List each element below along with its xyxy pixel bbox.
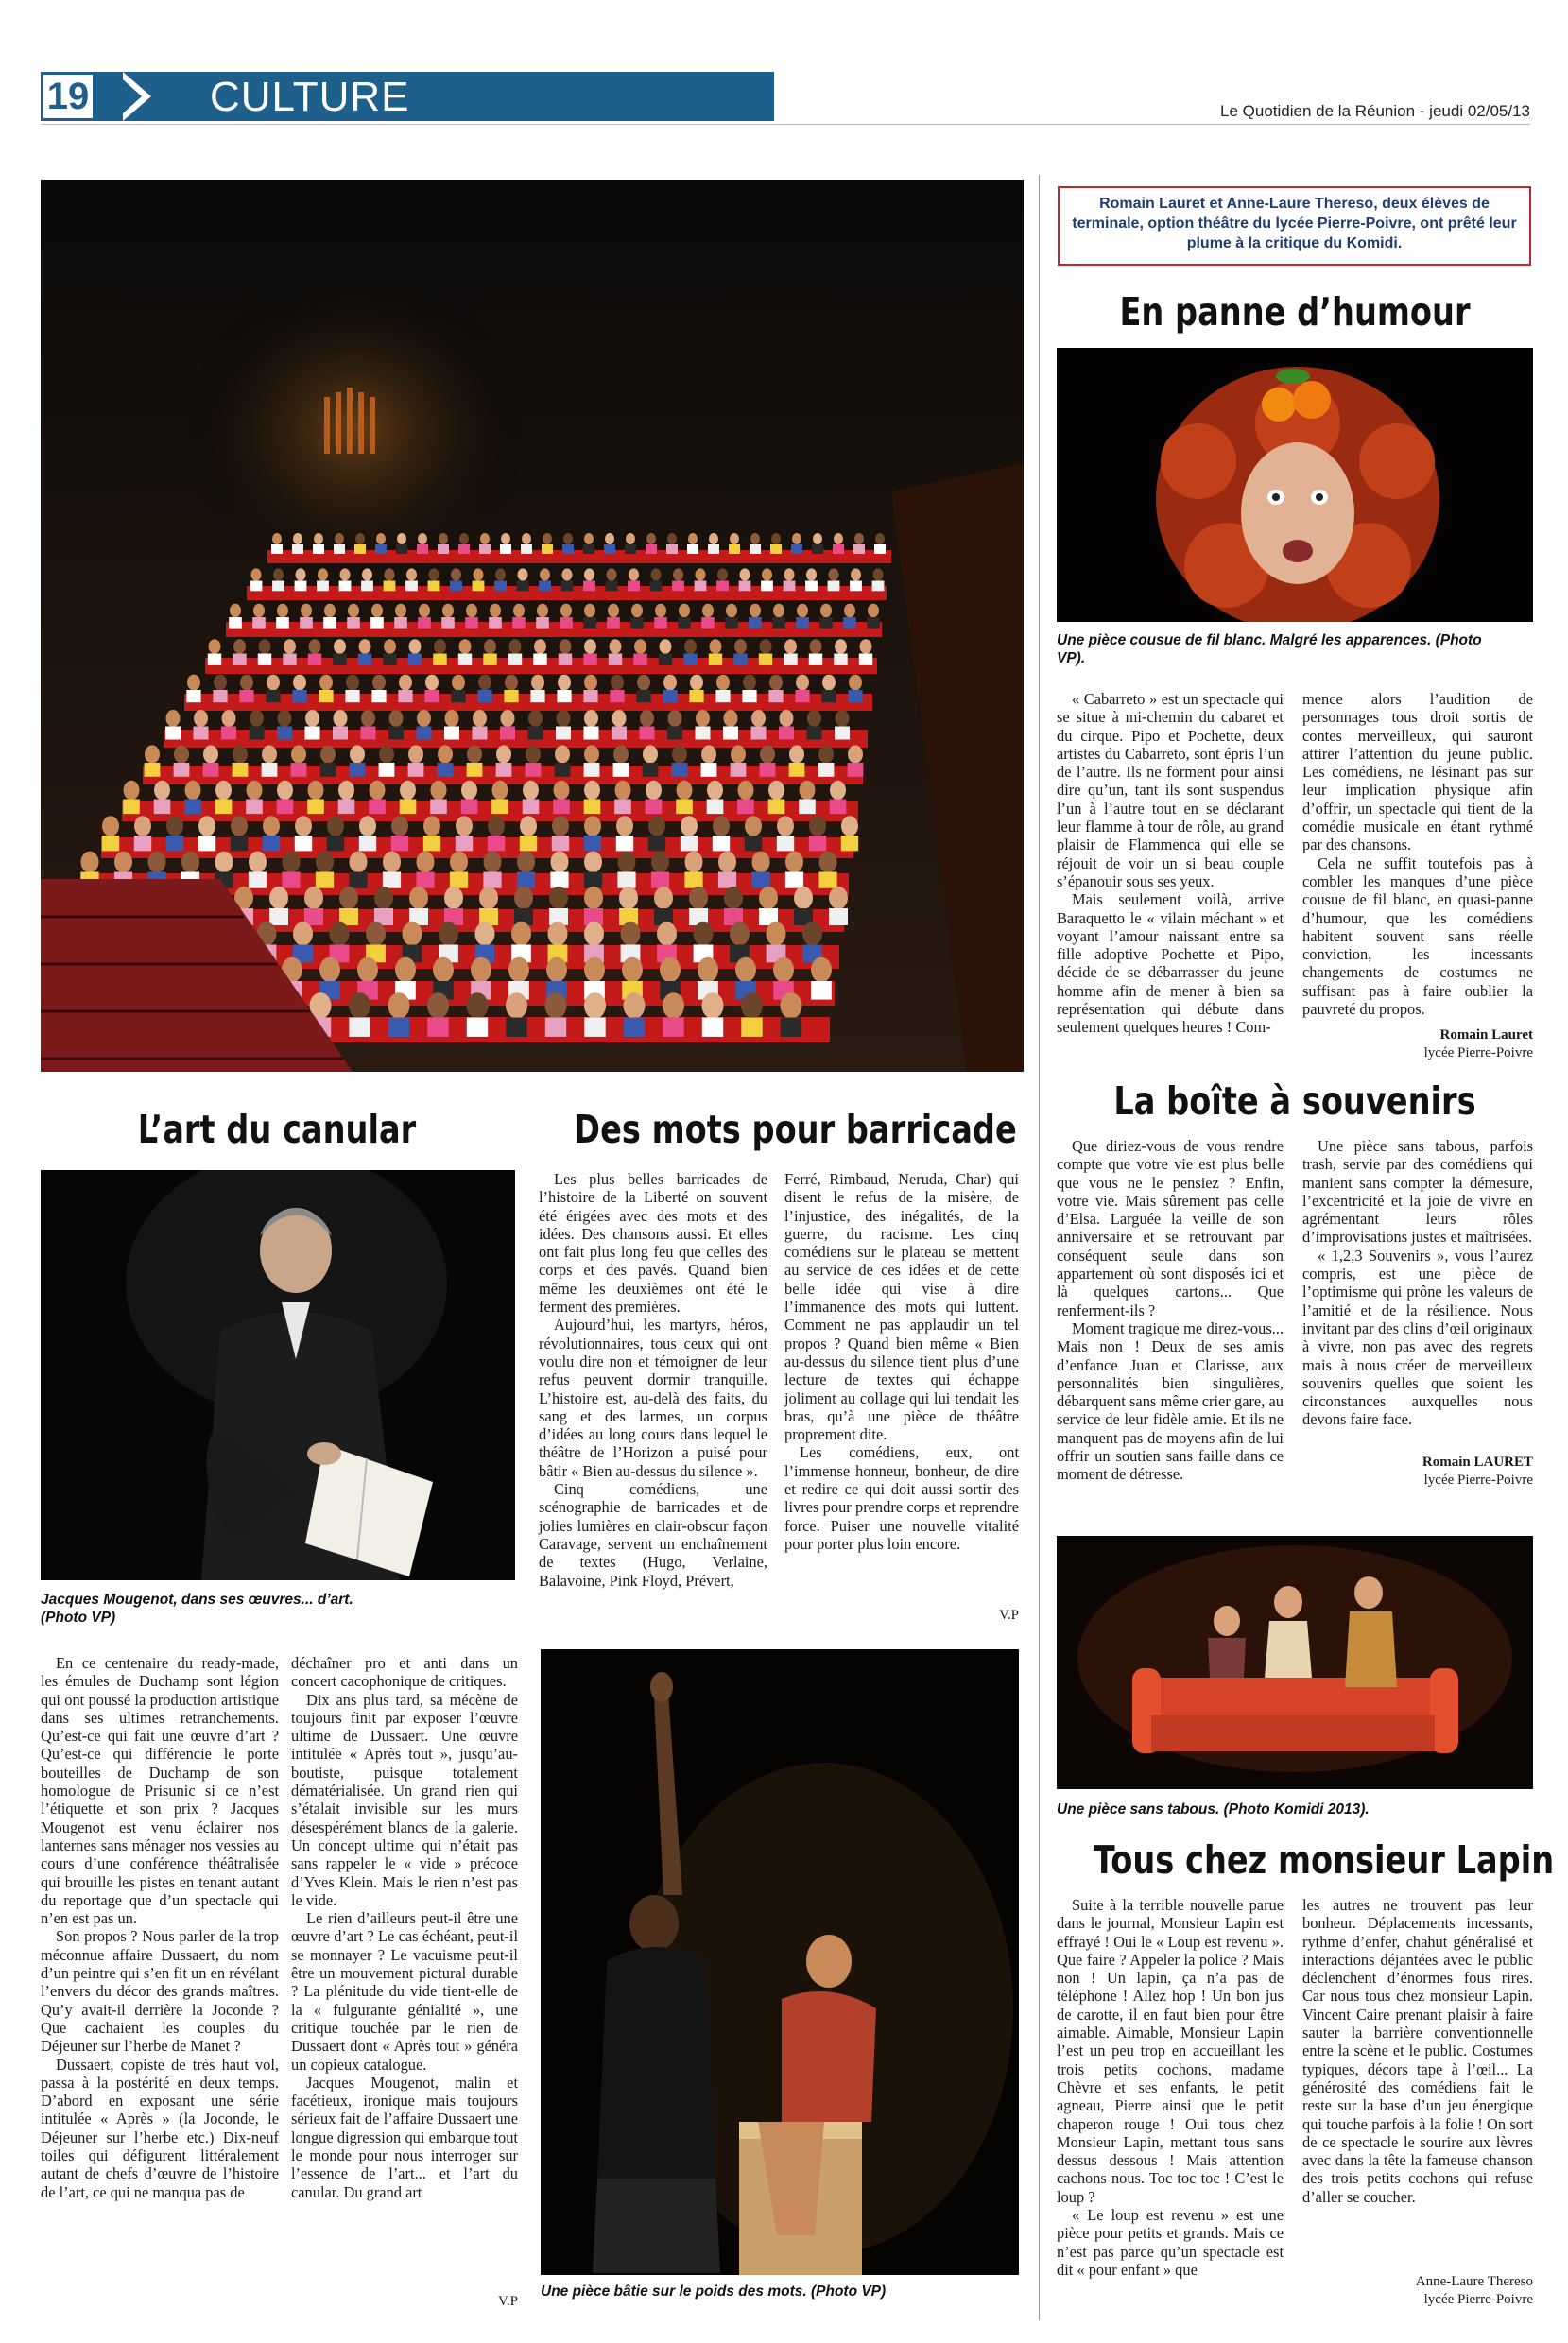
column-divider (1039, 175, 1040, 2320)
paragraph: Une pièce sans tabous, parfois trash, servie par des comédiens qui manient sans compter la démesure, l’excentricité et la joie de vivre en agrémentant leurs rôles d’improvisations justes et maîtrisées. (1302, 1137, 1533, 1247)
paragraph: Suite à la terrible nouvelle parue dans le journal, Monsieur Lapin est effrayé ! Oui le « Loup est revenu ». Que faire ? Appeler la police ? Mais non ! Un lapin, ça n’a pas de téléphone ! Allez hop ! Un bon jus de carotte, il en faut bien pour être aimable. Aimable, Monsieur Lapin l’est un peu trop en accueillant les trois petits cochons, madame Chèvre et ses enfants, le petit agneau, Pierre ainsi que le petit chaperon rouge ! Oui tous chez Monsieur Lapin, mettant tous sans dessus dessous ! Mais attention cachons nous. Toc toc toc ! C’est le loup ? (1057, 1896, 1284, 2206)
paragraph: Moment tragique me direz-vous... Mais non ! Deux de ses amis d’enfance Juan et Clarisse, aux personnalités bien singulières, débarquent sans même crier gare, au service de leur fidèle amie. Et ils ne manquent pas de moyens afin de lui offrir un soutien sans faille dans ce moment de détresse. (1057, 1318, 1284, 1484)
caption-canular: Jacques Mougenot, dans ses œuvres... d’art. (Photo VP) (41, 1592, 353, 1626)
barricade-photo (541, 1649, 1019, 2275)
signature-school: lycée Pierre-Poivre (1423, 1045, 1533, 1060)
souvenirs-column-2 (1302, 1137, 1533, 1429)
headline-barricade: Des mots pour barricade (574, 1107, 1017, 1152)
paragraph: Ferré, Rimbaud, Neruda, Char) qui disent le refus de la misère, de l’injustice, des inégalités, de la guerre, du racisme. Les cinq comédiens sur le plateau se mettent au service de ces idées et de cette belle idée qui vise à dire l’immanence des mots qui luttent. Comment ne pas applaudir un tel propos ? Quand bien même « Bien au-dessus du silence tient plus d’une lecture de textes qui échappe joliment au collage qui lui tendait les bras, qu’à une pièce de théâtre proprement dite. (784, 1170, 1019, 1444)
paragraph: Dussaert, copiste de très haut vol, passa à la postérité en deux temps. D’abord en exposant une série intitulée « Après » (la Joconde, le Déjeuner sur l’herbe etc.) Dix-neuf toiles qui défigurent littéralement autant de chefs d’œuvre de l’histoire de l’art, ce qui ne manqua pas de (41, 2055, 279, 2201)
theatre-audience-photo (41, 180, 1024, 1072)
paragraph: Le rien d’ailleurs peut-il être une œuvre d’art ? Le cas échéant, peut-il se monnayer ? Le vacuisme peut-il être un mouvement pictural durable ? La plénitude du vide tient-elle de la « fulgurante génialité », une critique touchée par le rien de Dussaert dont « Après tout » généra un copieux catalogue. (291, 1909, 518, 2074)
paragraph: Aujourd’hui, les martyrs, héros, révolutionnaires, tous ceux qui ont voulu dire non et témoigner de leur refus peuvent dormir tranquille. L’histoire est, au-delà des faits, du sang et des larmes, un corpus d’idées au long cours dans lequel le théâtre de l’Horizon a puisé pour bâtir « Bien au-dessus du silence ». (539, 1316, 767, 1480)
paragraph: Mais seulement voilà, arrive Baraquetto le « vilain méchant » et voyant l’amour naissant entre sa fille adoptive Pochette et Pipo, décide de se débarrasser du jeune homme afin de mener à bien sa représentation qui débute dans seulement quelques heures ! Com- (1057, 890, 1284, 1037)
headline-canular: L’art du canular (137, 1107, 417, 1152)
paragraph: En ce centenaire du ready-made, les émules de Duchamp sont légion qui ont poussé la production artistique dans ses ultimes retranchements. Qu’est-ce qui fait une œuvre d’art ? Qu’est-ce qui différencie le porte bouteilles de Duchamp de son homologue de Prisunic si ce n’est l’étiquette et son prix ? Jacques Mougenot est venu éclairer nos lanternes sans ménager nos vessies au cours d’une conférence théâtralisée qui brouille les pistes en tenant autant du reportage que d’un spectacle qui n’en est pas un. (41, 1654, 279, 1928)
paragraph: « 1,2,3 Souvenirs », vous l’aurez compris, est une pièce de l’optimisme qui prône les valeurs de l’amitié et de la résilience. Nous invitant par des clins d’œil originaux à vivre, non pas avec des regrets mais à nous créer de merveilleux souvenirs quelles que soient les circonstances auxquelles nous devons faire face. (1302, 1246, 1533, 1429)
humour-column-1 (1057, 690, 1284, 1037)
cabarreto-photo (1057, 348, 1533, 622)
paragraph: Que diriez-vous de vous rendre compte que votre vie est plus belle que vous ne le pensiez ? Enfin, votre vie. Mais sûrement pas celle d’Elsa. Larguée la veille de son anniversaire et se retrouvant par conséquent seule dans son appartement où sont disposés ici et là quelques cartons... Que renferment-ils ? (1057, 1137, 1284, 1319)
barricade-column-2 (784, 1170, 1019, 1553)
signature-lapin (1302, 2273, 1533, 2309)
canular-column-2 (291, 1654, 518, 2201)
barricade-column-1 (539, 1170, 767, 1590)
signature-canular: V.P (498, 2294, 518, 2309)
humour-column-2 (1302, 690, 1533, 1018)
paragraph: Son propos ? Nous parler de la trop méconnue affaire Dussaert, du nom d’un peintre qui s’en fit un en révélant l’envers du décor des grands maîtres. Qu’y avait-il derrière la Joconde ? Que cachaient les couples du Déjeuner sur l’herbe de Manet ? (41, 1927, 279, 2056)
paragraph: Dix ans plus tard, sa mécène de toujours finit par exposer l’œuvre ultime de Dussaert. Une œuvre intitulée « Après tout », jusqu’au-boutiste, puisque totalement dématérialisée. Un grand rien qui s’étalait invisible sur les murs désespérément blancs de la galerie. Un concept ultime qui n’était pas sans rappeler le « vide » précoce d’Yves Klein. Mais le rien n’est pas le vide. (291, 1690, 518, 1909)
paragraph: Les comédiens, eux, ont l’immense honneur, bonheur, de dire et redire ce qui doit aussi sortir des livres pour prendre corps et reprendre force. Puiser une nouvelle vitalité pour porter plus loin encore. (784, 1443, 1019, 1553)
paragraph: « Le loup est revenu » est une pièce pour petits et grands. Mais ce n’est pas parce qu’un spectacle est dit « pour enfant » que (1057, 2206, 1284, 2279)
paragraph: les autres ne trouvent pas leur bonheur. Déplacements incessants, rythme d’enfer, chahut généralisé et interactions déjantées avec le public déclenchent d’énormes fous rires. Car nous tous chez monsieur Lapin. Vincent Caire prenant plaisir à faire sauter la barrière conventionnelle entre la scène et le public. Costumes typiques, décors tape à l’œil... La générosité des comédiens fait le reste sur la base d’un jeu énergique qui touche parfois à la folie ! On sort de ce spectacle le sourire aux lèvres avec dans la tête la fameuse chanson des trois petits cochons qui refuse d’aller se coucher. (1302, 1896, 1533, 2206)
signature-name: Romain LAURET (1422, 1455, 1533, 1470)
chevron-inner (123, 79, 142, 113)
signature-name: Anne-Laure Thereso (1415, 2274, 1533, 2289)
mougenot-photo (41, 1170, 515, 1580)
signature-barricade: V.P (999, 1608, 1019, 1623)
signature-school: lycée Pierre-Poivre (1423, 2292, 1533, 2307)
lapin-column-2 (1302, 1896, 1533, 2206)
headline-souvenirs: La boîte à souvenirs (1113, 1078, 1476, 1124)
paragraph: déchaîner pro et anti dans un concert cacophonique de critiques. (291, 1654, 518, 1691)
section-bar (95, 72, 774, 121)
caption-barricade: Une pièce bâtie sur le poids des mots. (Photo VP) (541, 2283, 887, 2300)
lapin-column-1 (1057, 1896, 1284, 2279)
signature-humour (1302, 1026, 1533, 1062)
signature-souvenirs (1302, 1454, 1533, 1490)
paragraph: Cinq comédiens, une scénographie de barricades et de jolies lumières en clair-obscur façon Caravage, servent un enchaînement de textes (Hugo, Verlaine, Balavoine, Pink Floyd, Prévert, (539, 1480, 767, 1590)
headline-lapin: Tous chez monsieur Lapin (1093, 1837, 1555, 1883)
paragraph: mence alors l’audition de personnages tous droit sortis de contes merveilleux, qui sauront attirer l’attention du jeune public. Les comédiens, ne lésinant pas sur leur implication physique afin d’offrir, un spectacle qui tient de la comédie musicale en étant rythmé par des chansons. (1302, 690, 1533, 854)
signature-name: Romain Lauret (1439, 1027, 1533, 1042)
souvenirs-photo (1057, 1536, 1533, 1789)
masthead: Le Quotidien de la Réunion - jeudi 02/05/13 (1220, 102, 1530, 120)
caption-humour: Une pièce cousue de fil blanc. Malgré les apparences. (Photo VP). (1057, 632, 1482, 666)
header-rule (41, 124, 1530, 125)
paragraph: Cela ne suffit toutefois pas à combler les manques d’une pièce cousue de fil blanc, en quasi-panne d’humour, que les comédiens habitent souvent sans réelle conviction, les incessants changements de costumes ne suffisant pas à faire oublier la pauvreté du propos. (1302, 853, 1533, 1019)
paragraph: « Cabarreto » est un spectacle qui se situe à mi-chemin du cabaret et du cirque. Pipo et Pochette, deux artistes du Cabarreto, sont épris l’un de l’autre. Ils ne forment pour ainsi dire qu’un, tant ils sont suspendus l’un à l’autre tout en se déclarant leur flamme à tour de rôle, au grand plaisir de Flammenca qui elle se réjouit de voir un si beau couple s’épanouir sous ses yeux. (1057, 690, 1284, 890)
signature-school: lycée Pierre-Poivre (1423, 1473, 1533, 1488)
canular-column-1 (41, 1654, 279, 2201)
intro-box: Romain Lauret et Anne-Laure Thereso, deux élèves de terminale, option théâtre du lycée Pierre-Poivre, ont prêté leur plume à la critique du Komidi. (1058, 186, 1531, 266)
headline-humour: En panne d’humour (1119, 289, 1471, 335)
page-number: 19 (41, 72, 95, 121)
paragraph: Les plus belles barricades de l’histoire de la Liberté on souvent été érigées avec des mots et des idées. Des chansons aussi. Et elles ont fait plus long feu que celles des corps et des pavés. Quand bien même les deuxièmes ont été le ferment des premières. (539, 1170, 767, 1317)
paragraph: Jacques Mougenot, malin et facétieux, ironique mais toujours sérieux fait de l’affaire Dussaert une longue digression qui embarque tout le monde pour nous interroger sur l’essence de l’art... et l’art du canular. Du grand art (291, 2073, 518, 2201)
souvenirs-column-1 (1057, 1137, 1284, 1484)
caption-souvenirs: Une pièce sans tabous. (Photo Komidi 2013). (1057, 1801, 1370, 1818)
section-title: CULTURE (210, 74, 410, 120)
